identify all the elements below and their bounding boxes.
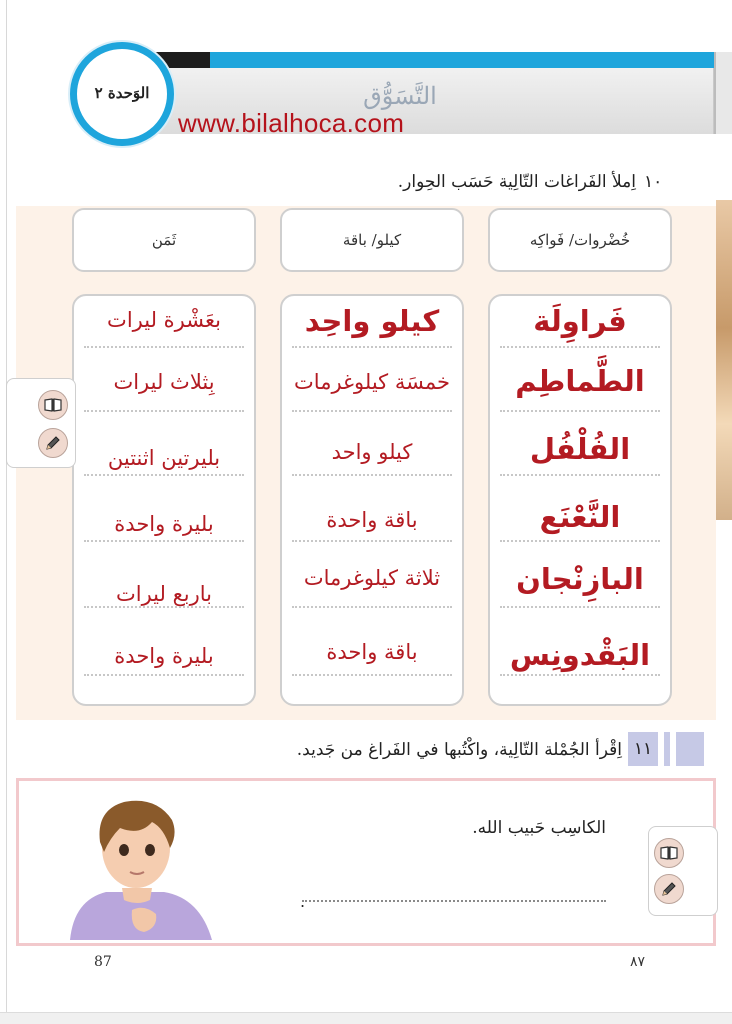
quantity-answer: كيلو واحِد (304, 304, 440, 338)
side-tools-tab-right (648, 826, 718, 916)
unit-label: الوَحدة ٢ (94, 84, 150, 102)
quantity-answer: باقة واحدة (326, 508, 418, 532)
answer-dotted-line (292, 346, 452, 348)
answer-dotted-line (292, 474, 452, 476)
answer-dotted-line (84, 606, 244, 608)
quantity-answer: باقة واحدة (326, 640, 418, 664)
column-header-produce: خُضْروات/ فَواكِه (488, 208, 672, 272)
answer-dotted-line (500, 606, 660, 608)
answer-dotted-line (84, 346, 244, 348)
quantity-answer: خمسَة كيلوغرمات (294, 370, 450, 394)
price-answer: بليرة واحدة (114, 512, 214, 536)
exercise-11-bar (676, 732, 704, 766)
page-title: التَّسَوُّق (363, 82, 437, 110)
produce-answer: الطَّماطِم (515, 364, 645, 398)
exercise-10-instruction: اِملأ الفَراغات التّالِية حَسَب الحِوار. (397, 172, 636, 192)
produce-answer: فَراوِلَة (533, 304, 627, 338)
side-tools-tab-left (6, 378, 76, 468)
page-number-latin: 87 (94, 954, 112, 970)
pencil-icon[interactable] (654, 874, 684, 904)
header-strip-blue (210, 52, 732, 68)
book-icon[interactable] (38, 390, 68, 420)
answer-dotted-line (292, 606, 452, 608)
book-icon[interactable] (654, 838, 684, 868)
price-answer: باربع ليرات (115, 582, 212, 606)
photo-edge-image (716, 200, 732, 520)
column-header-price: ثَمَن (72, 208, 256, 272)
pencil-icon[interactable] (38, 428, 68, 458)
column-header-quantity: كيلو/ باقة (280, 208, 464, 272)
answer-dotted-line (84, 540, 244, 542)
watermark-text: www.bilalhoca.com (178, 108, 405, 138)
answer-dotted-line (500, 474, 660, 476)
answer-dotted-line (292, 674, 452, 676)
quantity-answer: ثلاثة كيلوغرمات (303, 566, 441, 590)
answer-dotted-line (500, 346, 660, 348)
exercise-11-bar (664, 732, 670, 766)
answer-dotted-line (84, 674, 244, 676)
answer-dotted-line (500, 540, 660, 542)
bottom-bar (0, 1012, 732, 1024)
produce-answer: البَقْدونِس (509, 638, 651, 672)
copy-sentence: الكاسِب حَبيب الله. (472, 818, 606, 838)
answer-dotted-line (500, 674, 660, 676)
boy-illustration (60, 792, 220, 940)
writing-blank[interactable] (302, 900, 606, 902)
answer-dotted-line (292, 410, 452, 412)
answer-dotted-line (292, 540, 452, 542)
exercise-11-instruction: اِقْرأ الجُمْلة التّالِية، واكْتُبها في الفَراغ من جَديد. (296, 740, 622, 760)
answer-dotted-line (84, 474, 244, 476)
quantity-answer: كيلو واحد (331, 440, 413, 464)
exercise-10-number: ١٠ (644, 172, 663, 192)
produce-answer: النَّعْنَع (539, 500, 621, 534)
page-number-arabic: ٨٧ (630, 954, 646, 970)
produce-answer: البازِنْجان (516, 562, 644, 596)
price-answer: بليرتين اثنتين (107, 446, 221, 470)
answer-dotted-line (84, 410, 244, 412)
produce-answer: الفُلْفُل (529, 432, 631, 466)
page-left-border (6, 0, 7, 1024)
exercise-11-number: ١١ (628, 732, 658, 766)
answer-dotted-line (500, 410, 660, 412)
price-answer: بعَشْرة ليرات (107, 308, 221, 332)
header-edge (714, 52, 732, 134)
price-answer: بِثلاث ليرات (113, 370, 215, 394)
price-answer: بليرة واحدة (114, 644, 214, 668)
blank-terminator: . (300, 892, 306, 911)
